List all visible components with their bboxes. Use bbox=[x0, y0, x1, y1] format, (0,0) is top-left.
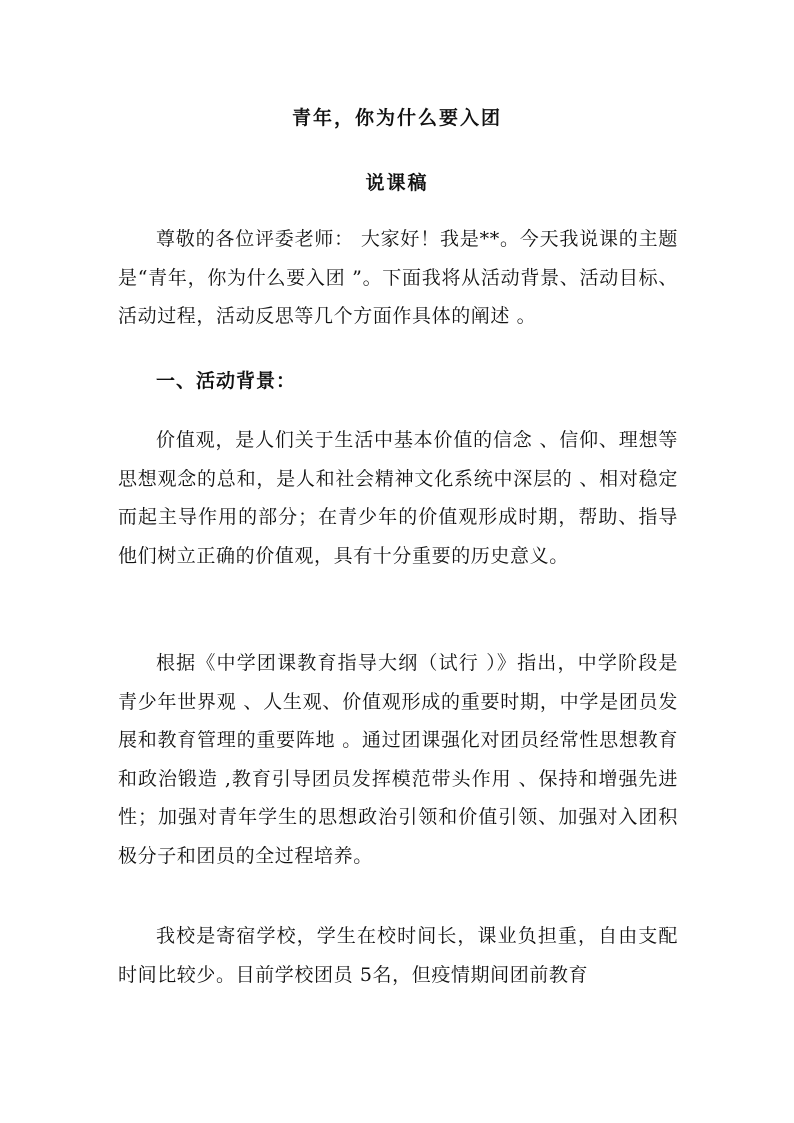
intro-paragraph: 尊敬的各位评委老师： 大家好！我是**。今天我说课的主题是“青年，你为什么要入团 ”。下面我将从活动背景、活动目标、活动过程，活动反思等几个方面作具体的阐述 。 bbox=[118, 228, 678, 327]
background-paragraph-1: 价值观，是人们关于生活中基本价值的信念 、信仰、理想等思想观念的总和，是人和社会精神文化系统中深层的 、相对稳定而起主导作用的部分；在青少年的价值观形成时期，帮助、指导他们树立正确的价值观，具有十分重要的历史意义。 bbox=[118, 429, 678, 567]
document-title: 青年，你为什么要入团 bbox=[291, 107, 502, 129]
document-subtitle: 说课稿 bbox=[365, 172, 429, 194]
background-paragraph-3: 我校是寄宿学校，学生在校时间长，课业负担重，自由支配时间比较少。目前学校团员 5名，但疫情期间团前教育 bbox=[118, 925, 678, 986]
section-heading-background: 一、活动背景： bbox=[156, 370, 297, 392]
background-paragraph-2: 根据《中学团课教育指导大纲（试行 ）》指出，中学阶段是青少年世界观 、人生观、价值观形成的重要时期，中学是团员发展和教育管理的重要阵地 。通过团课强化对团员经常性思想教育和政治锻造 ,教育引导团员发挥模范带头作用 、保持和增强先进性；加强对青年学生的思想政治引领和价值引领、加强对入团积极分子和团员的全过程培养。 bbox=[118, 652, 678, 867]
